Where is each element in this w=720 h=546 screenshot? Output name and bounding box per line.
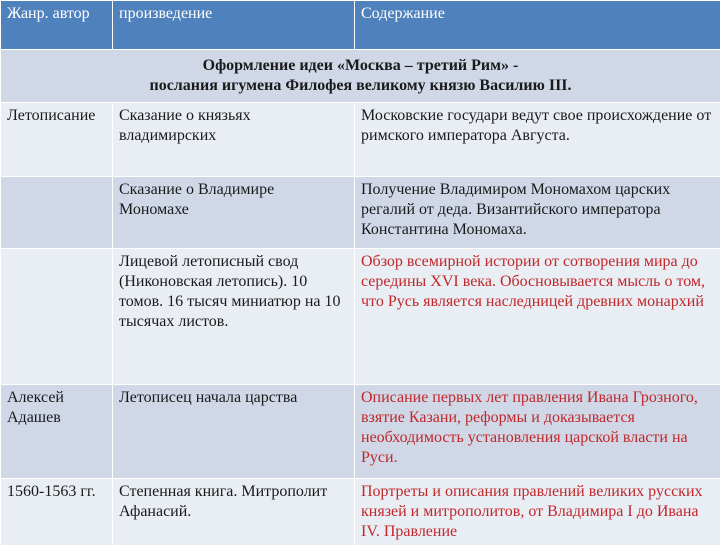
table-row xyxy=(1,249,720,385)
genre-cell: Летописание xyxy=(1,103,113,177)
content-cell xyxy=(355,479,720,546)
table-row xyxy=(1,177,720,249)
banner-row xyxy=(1,50,720,103)
genre-cell xyxy=(1,249,113,385)
content-cell: Московские государи ведут свое происхождение от римского императора Августа. xyxy=(355,103,720,177)
genre-cell xyxy=(1,479,113,546)
table-header-row xyxy=(1,1,720,50)
content-cell: Описание первых лет правления Ивана Грозного, взятие Казани, реформы и доказывается необходимость установления царской власти на Руси. xyxy=(355,385,720,479)
banner-cell xyxy=(1,50,720,103)
table-row xyxy=(1,385,720,479)
work-cell xyxy=(113,479,355,546)
content-text: Портреты и описания правлений великих русских князей и митрополитов, от Владимира I до Ивана IV. Правление xyxy=(361,482,714,542)
work-text: Степенная книга. Митрополит Афанасий. xyxy=(119,482,348,542)
header-work: произведение xyxy=(113,1,355,50)
content-cell: Обзор всемирной истории от сотворения мира до середины XVI века. Обосновывается мысль о том, что Русь является наследницей древних монархий xyxy=(355,249,720,385)
work-cell: Сказание о князьях владимирских xyxy=(113,103,355,177)
work-cell: Сказание о Владимире Мономахе xyxy=(113,177,355,249)
banner-line-1: Оформление идеи «Москва – третий Рим» - xyxy=(11,56,710,76)
header-content: Содержание xyxy=(355,1,720,50)
work-cell: Летописец начала царства xyxy=(113,385,355,479)
content-cell: Получение Владимиром Мономахом царских регалий от деда. Византийского императора Константина Мономаха. xyxy=(355,177,720,249)
header-genre-author: Жанр. автор xyxy=(1,1,113,50)
banner-line-2: послания игумена Филофея великому князю Василию III. xyxy=(11,76,710,96)
genre-cell: Алексей Адашев xyxy=(1,385,113,479)
table-row xyxy=(1,479,720,546)
genre-cell xyxy=(1,177,113,249)
work-cell: Лицевой летописный свод (Никоновская летопись). 10 томов. 16 тысяч миниатюр на 10 тысячах листов. xyxy=(113,249,355,385)
genre-text: 1560-1563 гг. xyxy=(7,482,106,542)
table-row xyxy=(1,103,720,177)
